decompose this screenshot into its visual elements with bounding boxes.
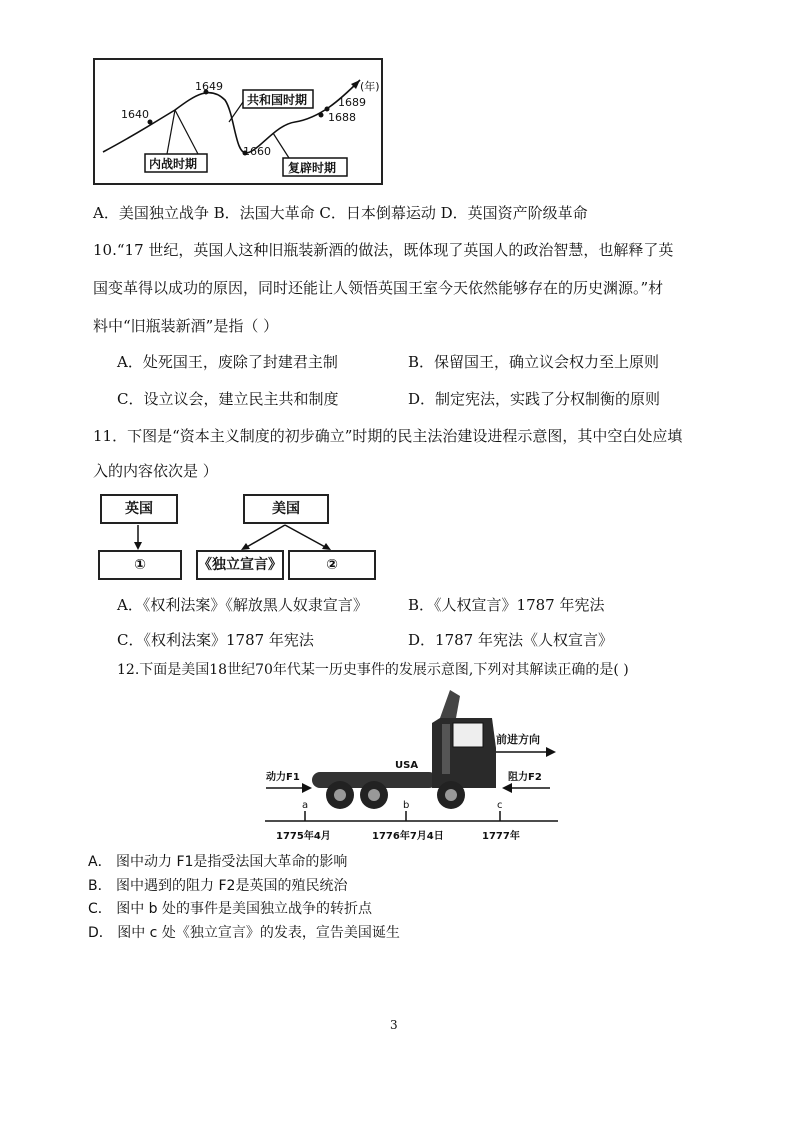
q10-option-d: D．制定宪法，实践了分权制衡的原则 bbox=[408, 390, 661, 408]
point-a: a bbox=[302, 800, 309, 811]
q12-stem: 12.下面是美国18世纪70年代某一历史事件的发展示意图,下列对其解读正确的是( ) bbox=[117, 662, 629, 678]
point-1688 bbox=[319, 113, 324, 118]
truck-window bbox=[453, 723, 483, 747]
page-number: 3 bbox=[390, 1018, 398, 1032]
q10-stem-line1: 10.“17 世纪，英国人这种旧瓶装新酒的做法，既体现了英国人的政治智慧，也解释了英 bbox=[93, 241, 674, 259]
q11-option-d: D．1787 年宪法《人权宣言》 bbox=[408, 631, 613, 649]
q10-stem-line3: 料中“旧瓶装新酒”是指（ ） bbox=[93, 317, 279, 335]
q10-option-a: A．处死国王，废除了封建君主制 bbox=[117, 353, 338, 371]
q12-option-a: A． 图中动力 F1是指受法国大革命的影响 bbox=[88, 854, 348, 870]
box-blank-2: ② bbox=[288, 550, 376, 580]
q10-option-c: C．设立议会，建立民主共和制度 bbox=[117, 390, 339, 408]
q11-option-c: C．《权利法案》1787 年宪法 bbox=[117, 631, 314, 649]
q10-stem-line2: 国变革得以成功的原因，同时还能让人领悟英国王室今天依然能够存在的历史渊源。”材 bbox=[93, 279, 664, 297]
revolution-curve-svg bbox=[95, 60, 385, 187]
box-usa: 美国 bbox=[243, 494, 329, 524]
q12-option-c: C． 图中 b 处的事件是美国独立战争的转折点 bbox=[88, 901, 373, 917]
year-1689: 1689 bbox=[338, 96, 366, 109]
point-b: b bbox=[403, 800, 410, 811]
forward-label: 前进方向 bbox=[496, 733, 540, 746]
year-1640: 1640 bbox=[121, 108, 149, 121]
q11-option-b: B．《人权宣言》1787 年宪法 bbox=[408, 596, 605, 614]
forward-arrowhead bbox=[546, 747, 556, 757]
year-1660: 1660 bbox=[243, 145, 271, 158]
year-1649: 1649 bbox=[195, 80, 223, 93]
label-civil-war: 内战时期 bbox=[149, 157, 198, 171]
figure-english-revolution bbox=[93, 58, 383, 185]
truck-usa-label: USA bbox=[395, 760, 419, 771]
date-b: 1776年7月4日 bbox=[372, 831, 444, 842]
box-blank-1: ① bbox=[98, 550, 182, 580]
q11-option-a: A．《权利法案》《解放黑人奴隶宣言》 bbox=[117, 596, 368, 614]
box-declaration: 《独立宣言》 bbox=[196, 550, 284, 580]
q11-stem-line1: 11．下图是“资本主义制度的初步确立”时期的民主法治建设进程示意图，其中空白处应填 bbox=[93, 427, 683, 445]
date-c: 1777年 bbox=[482, 831, 520, 842]
q12-option-b: B． 图中遇到的阻力 F2是英国的殖民统治 bbox=[88, 878, 348, 894]
q12-option-d: D． 图中 c 处《独立宣言》的发表，宣告美国诞生 bbox=[88, 925, 400, 941]
label-restoration: 复辟时期 bbox=[288, 161, 337, 175]
force2-label: 阻力F2 bbox=[508, 772, 542, 783]
year-1688: 1688 bbox=[328, 111, 356, 124]
q10-option-b: B．保留国王，确立议会权力至上原则 bbox=[408, 353, 660, 371]
q9-options: A．美国独立战争 B．法国大革命 C．日本倒幕运动 D．英国资产阶级革命 bbox=[93, 204, 588, 222]
q11-stem-line2: 入的内容依次是 ） bbox=[93, 462, 218, 480]
label-republic: 共和国时期 bbox=[247, 93, 308, 107]
force1-label: 动力F1 bbox=[266, 772, 300, 783]
box-britain: 英国 bbox=[100, 494, 178, 524]
point-c: c bbox=[497, 800, 503, 811]
q12-truck-figure bbox=[260, 688, 560, 848]
year-unit: (年) bbox=[360, 80, 380, 93]
date-a: 1775年4月 bbox=[276, 831, 331, 842]
